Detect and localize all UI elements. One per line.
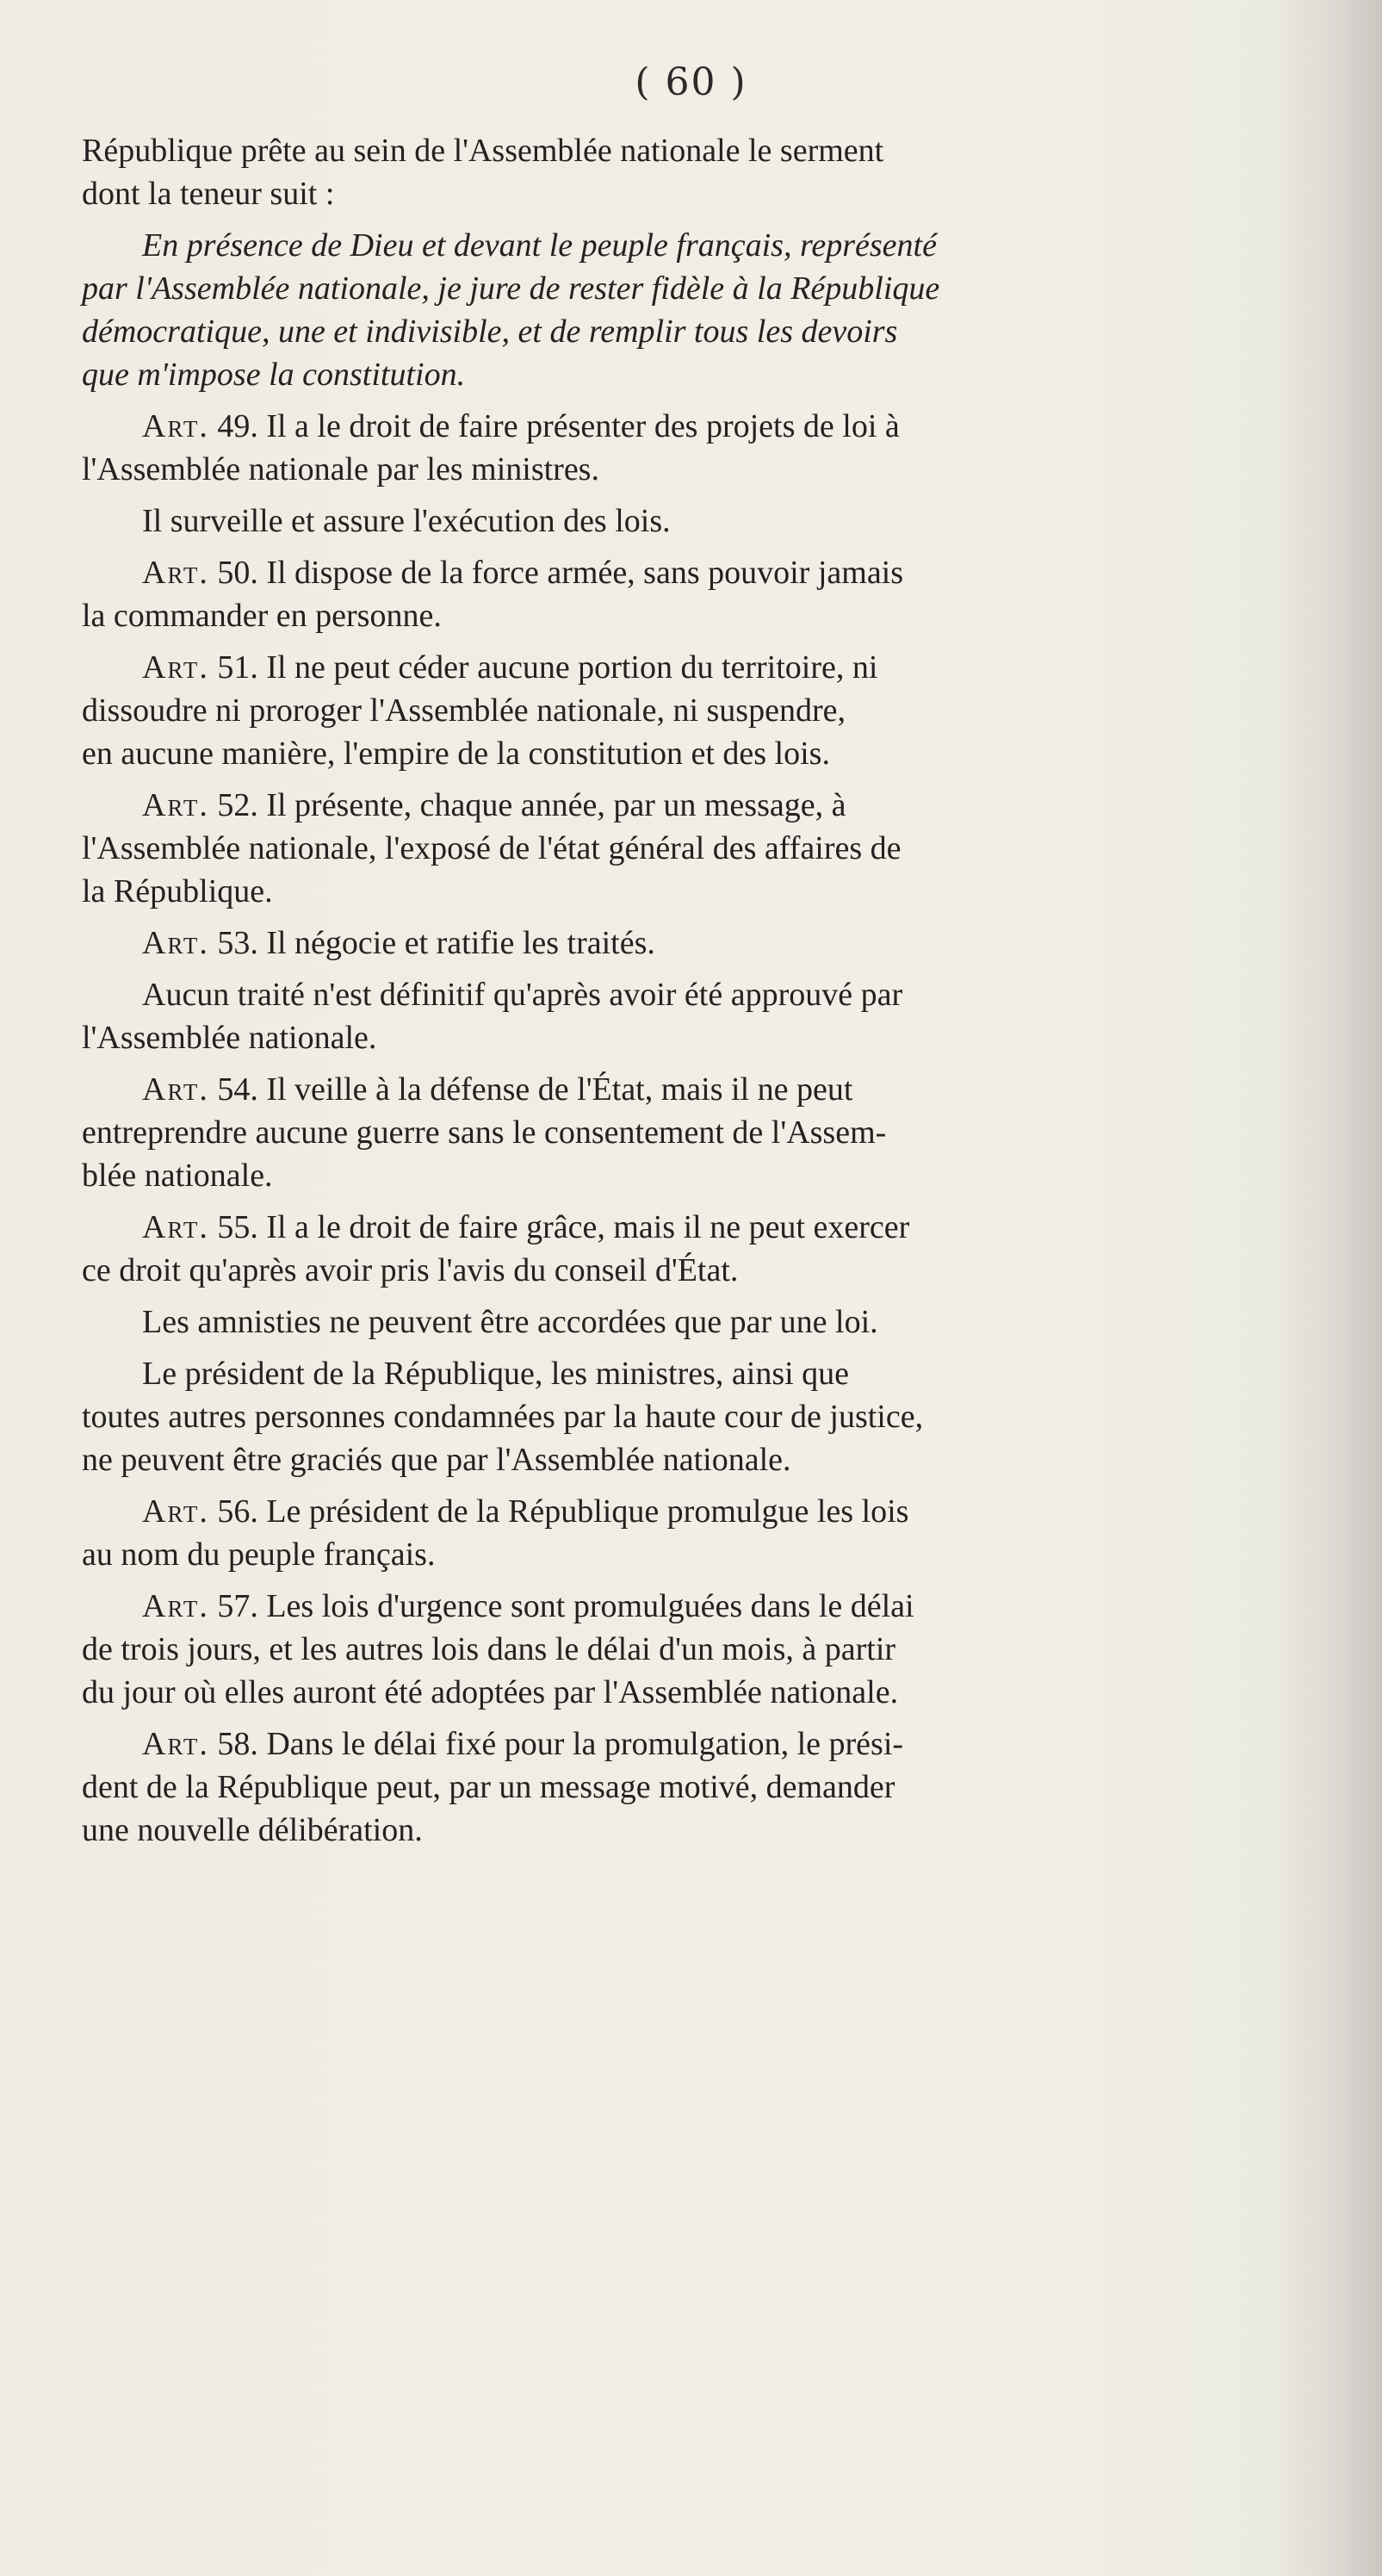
text-line: dent de la République peut, par un message motivé, demander [82,1769,896,1805]
text-line: du jour où elles auront été adoptées par l'Assemblée nationale. [82,1674,899,1710]
article-label: Art. [142,1588,209,1624]
text-line: Aucun traité n'est définitif qu'après avoir été approuvé par [142,977,903,1013]
text-line: entreprendre aucune guerre sans le consentement de l'Assem- [82,1114,887,1151]
article-text: Il ne peut céder aucune portion du territoire, ni [266,649,878,686]
article-number: 53. [217,925,258,961]
article-text: Il négocie et ratifie les traités. [266,925,655,961]
text-line [82,551,1365,594]
text-line: ce droit qu'après avoir pris l'avis du conseil d'État. [82,1252,739,1288]
text-line: par l'Assemblée nationale, je jure de rester fidèle à la République [82,270,940,307]
article-58 [82,1723,1365,1852]
text-line [82,1206,1365,1249]
text-line: Il surveille et assure l'exécution des lois. [142,503,671,539]
text-line: l'Assemblée nationale, l'exposé de l'état général des affaires de [82,830,902,866]
paragraph [82,500,1365,543]
text-line [82,1723,1365,1766]
article-label: Art. [142,1726,209,1762]
article-number: 50. [217,555,258,591]
text-line [82,405,1365,448]
text-line: dont la teneur suit : [82,176,335,212]
article-text: Dans le délai fixé pour la promulgation, le prési- [266,1726,904,1762]
article-label: Art. [142,408,209,444]
article-label: Art. [142,1493,209,1530]
text-line: l'Assemblée nationale par les ministres. [82,451,599,487]
article-label: Art. [142,925,209,961]
article-50 [82,551,1365,637]
article-number: 55. [217,1209,258,1245]
article-label: Art. [142,787,209,823]
article-51 [82,646,1365,775]
text-line: la République. [82,873,273,909]
article-text: Il dispose de la force armée, sans pouvoir jamais [266,555,904,591]
text-line [82,784,1365,827]
text-line [82,1068,1365,1111]
text-line [82,1490,1365,1533]
article-55 [82,1206,1365,1292]
text-line [82,646,1365,689]
article-text: Il a le droit de faire présenter des projets de loi à [266,408,900,444]
text-line: démocratique, une et indivisible, et de remplir tous les devoirs [82,313,898,350]
page-body-text [82,129,1365,1860]
page-number: ( 60 ) [635,60,747,104]
article-number: 58. [217,1726,258,1762]
text-line: Le président de la République, les ministres, ainsi que [142,1356,850,1392]
article-text: Il a le droit de faire grâce, mais il ne peut exercer [266,1209,910,1245]
article-label: Art. [142,1071,209,1108]
text-line: que m'impose la constitution. [82,357,466,393]
article-number: 52. [217,787,258,823]
paragraph [82,1300,1365,1344]
article-57 [82,1585,1365,1714]
article-text: Il présente, chaque année, par un message, à [266,787,846,823]
article-text: Le président de la République promulgue les lois [266,1493,909,1530]
article-number: 57. [217,1588,258,1624]
text-line: En présence de Dieu et devant le peuple français, représenté [142,227,937,264]
text-line: de trois jours, et les autres lois dans le délai d'un mois, à partir [82,1631,896,1667]
text-line: toutes autres personnes condamnées par la haute cour de justice, [82,1399,924,1435]
article-number: 49. [217,408,258,444]
article-number: 51. [217,649,258,686]
article-text: Les lois d'urgence sont promulguées dans le délai [266,1588,914,1624]
article-text: Il veille à la défense de l'État, mais il ne peut [266,1071,853,1108]
text-line: au nom du peuple français. [82,1536,436,1573]
text-line: République prête au sein de l'Assemblée nationale le serment [82,133,884,169]
text-line: la commander en personne. [82,598,442,634]
text-line [82,922,1365,965]
oath-text [82,224,1365,396]
article-label: Art. [142,1209,209,1245]
article-label: Art. [142,649,209,686]
text-line [82,1585,1365,1628]
text-line: blée nationale. [82,1158,273,1194]
text-line: l'Assemblée nationale. [82,1020,377,1056]
paragraph [82,1352,1365,1481]
article-53 [82,922,1365,965]
text-line: dissoudre ni proroger l'Assemblée nationale, ni suspendre, [82,692,846,729]
article-54 [82,1068,1365,1197]
paragraph [82,129,1365,215]
text-line: Les amnisties ne peuvent être accordées que par une loi. [142,1304,878,1340]
article-number: 56. [217,1493,258,1530]
text-line: une nouvelle délibération. [82,1812,423,1848]
paragraph [82,973,1365,1059]
article-56 [82,1490,1365,1576]
text-line: en aucune manière, l'empire de la constitution et des lois. [82,736,830,772]
article-49 [82,405,1365,491]
article-number: 54. [217,1071,258,1108]
article-52 [82,784,1365,913]
article-label: Art. [142,555,209,591]
text-line: ne peuvent être graciés que par l'Assemblée nationale. [82,1442,791,1478]
